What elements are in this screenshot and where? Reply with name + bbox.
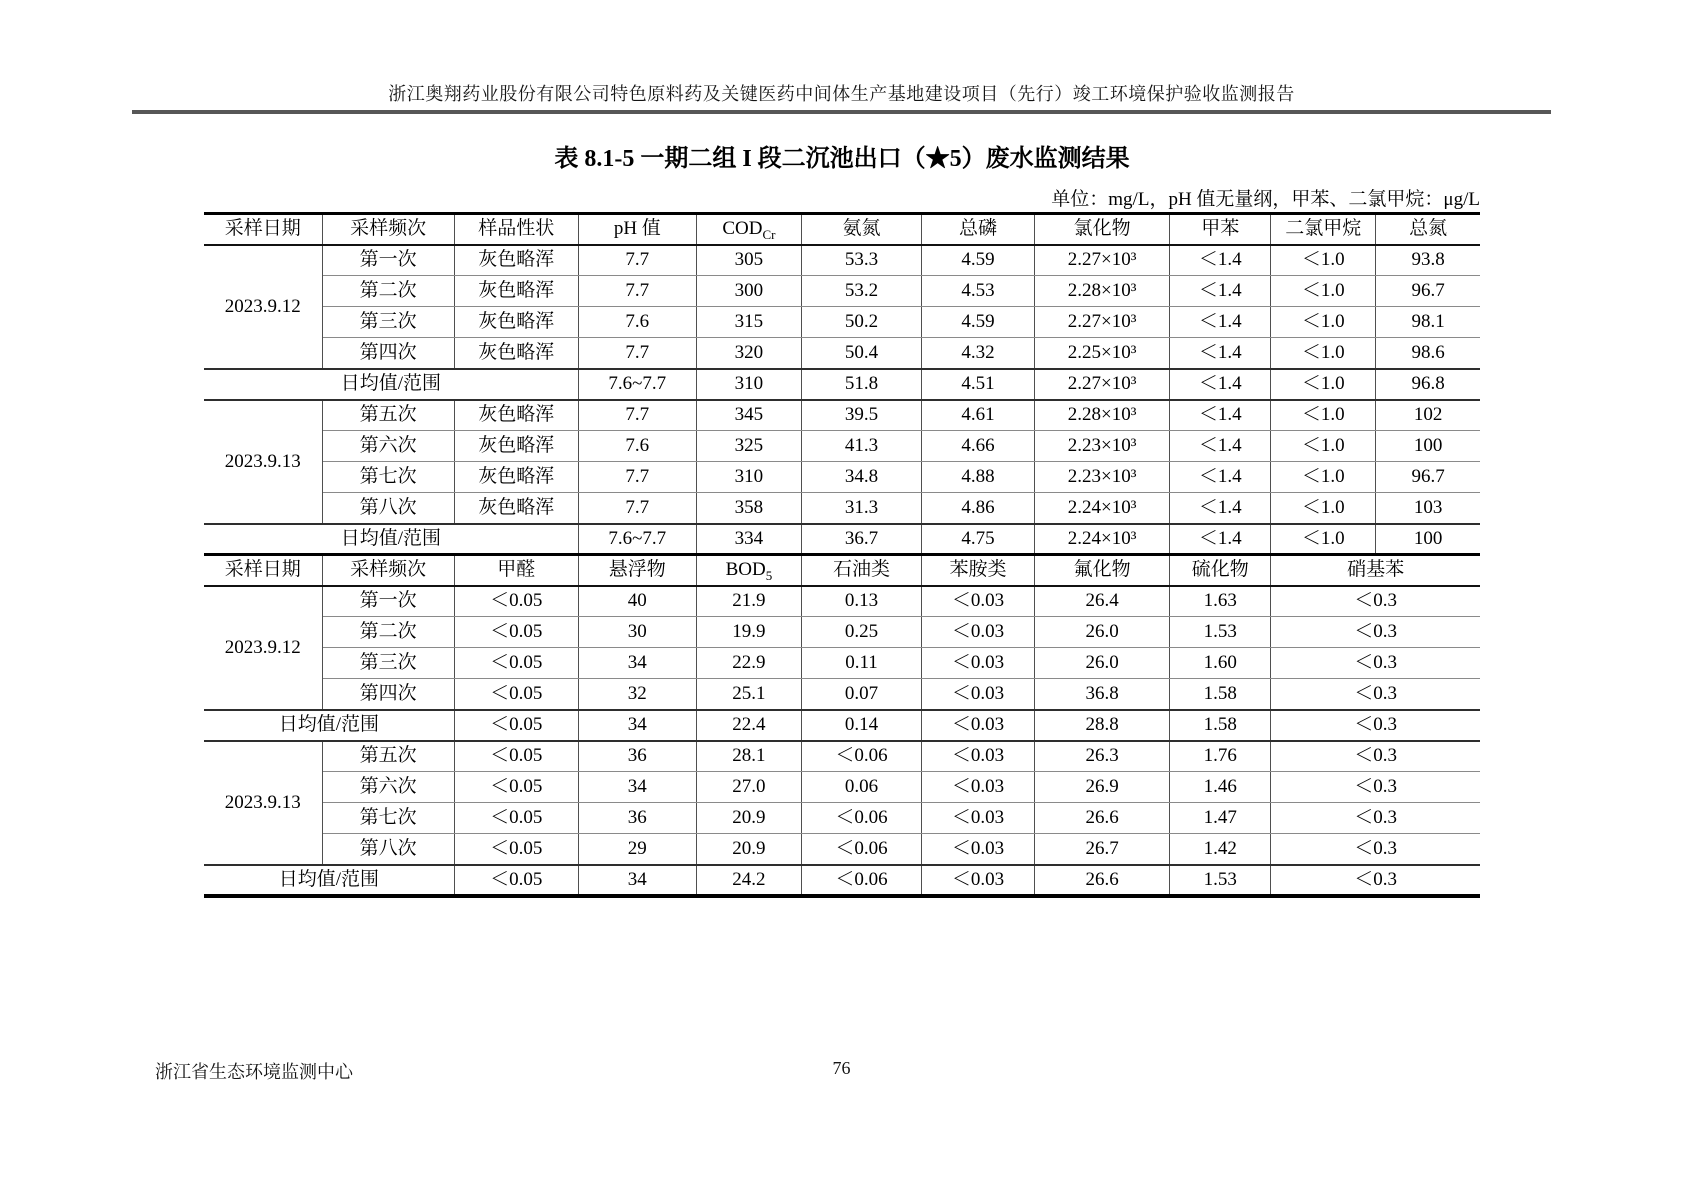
data-cell: 0.13 [801, 586, 921, 617]
data-cell: 26.6 [1035, 803, 1170, 834]
data-cell: ＜1.0 [1271, 431, 1376, 462]
data-cell: 2.23×10³ [1035, 431, 1170, 462]
column-header: 总氮 [1376, 214, 1480, 245]
header-row [204, 214, 1480, 245]
table-row [204, 679, 1480, 710]
data-cell: 1.76 [1170, 741, 1271, 772]
data-cell: 345 [696, 400, 801, 431]
unit-note: 单位：mg/L，pH 值无量纲，甲苯、二氯甲烷：μg/L [1051, 189, 1480, 210]
avg-label-cell: 日均值/范围 [204, 524, 578, 555]
data-cell: 2.28×10³ [1035, 276, 1170, 307]
data-cell: ＜0.03 [922, 648, 1035, 679]
data-cell: 灰色略浑 [454, 307, 578, 338]
data-cell: ＜1.4 [1170, 431, 1271, 462]
data-cell: 1.53 [1170, 617, 1271, 648]
data-cell: ＜1.0 [1271, 307, 1376, 338]
data-cell: 2.25×10³ [1035, 338, 1170, 369]
column-header: 氯化物 [1035, 214, 1170, 245]
data-cell: 4.88 [922, 462, 1035, 493]
avg-value-cell: ＜0.3 [1271, 710, 1480, 741]
data-cell: 41.3 [801, 431, 921, 462]
column-header: $COD_{Cr}$ [696, 214, 801, 245]
column-header: 采样频次 [322, 555, 454, 586]
column-header: 样品性状 [454, 214, 578, 245]
data-cell: 7.7 [578, 245, 696, 276]
column-header: 硫化物 [1170, 555, 1271, 586]
data-cell: 103 [1376, 493, 1480, 524]
avg-label-cell: 日均值/范围 [204, 369, 578, 400]
data-cell: ＜0.3 [1271, 586, 1480, 617]
sample-date-cell: 2023.9.13 [204, 400, 322, 524]
data-cell: 0.25 [801, 617, 921, 648]
avg-value-cell: 0.14 [801, 710, 921, 741]
data-cell: 98.6 [1376, 338, 1480, 369]
data-cell: 第七次 [322, 803, 454, 834]
column-header: 苯胺类 [922, 555, 1035, 586]
table-row [204, 245, 1480, 276]
data-cell: 93.8 [1376, 245, 1480, 276]
data-cell: 34.8 [801, 462, 921, 493]
table-row [204, 462, 1480, 493]
data-cell: 36 [578, 803, 696, 834]
data-cell: ＜1.0 [1271, 245, 1376, 276]
data-cell: 第五次 [322, 741, 454, 772]
data-cell: ＜1.4 [1170, 307, 1271, 338]
avg-value-cell: 2.27×10³ [1035, 369, 1170, 400]
data-cell: ＜1.0 [1271, 400, 1376, 431]
avg-value-cell: ＜0.03 [922, 865, 1035, 896]
table-row [204, 586, 1480, 617]
data-cell: 31.3 [801, 493, 921, 524]
data-cell: 0.07 [801, 679, 921, 710]
data-cell: ＜0.03 [922, 803, 1035, 834]
data-cell: ＜0.05 [454, 772, 578, 803]
data-cell: 102 [1376, 400, 1480, 431]
data-cell: ＜0.05 [454, 741, 578, 772]
data-cell: 1.47 [1170, 803, 1271, 834]
column-header: 石油类 [801, 555, 921, 586]
data-cell: 300 [696, 276, 801, 307]
data-cell: 4.66 [922, 431, 1035, 462]
data-cell: ＜0.06 [801, 834, 921, 865]
table-row [204, 493, 1480, 524]
data-cell: ＜0.03 [922, 617, 1035, 648]
data-cell: 1.63 [1170, 586, 1271, 617]
data-cell: ＜0.03 [922, 586, 1035, 617]
data-cell: ＜1.4 [1170, 493, 1271, 524]
data-cell: ＜0.05 [454, 648, 578, 679]
data-cell: 305 [696, 245, 801, 276]
data-cell: 358 [696, 493, 801, 524]
avg-value-cell: 7.6~7.7 [578, 369, 696, 400]
daily-average-row [204, 865, 1480, 896]
data-cell: 7.7 [578, 338, 696, 369]
table-row [204, 276, 1480, 307]
data-cell: ＜0.03 [922, 834, 1035, 865]
data-cell: 98.1 [1376, 307, 1480, 338]
data-cell: ＜0.3 [1271, 741, 1480, 772]
column-header: 甲苯 [1170, 214, 1271, 245]
data-cell: 26.7 [1035, 834, 1170, 865]
avg-value-cell: 36.7 [801, 524, 921, 555]
avg-value-cell: ＜1.4 [1170, 369, 1271, 400]
data-cell: 325 [696, 431, 801, 462]
data-cell: 第四次 [322, 679, 454, 710]
document-header-title: 浙江奥翔药业股份有限公司特色原料药及关键医药中间体生产基地建设项目（先行）竣工环境保护验收监测报告 [388, 84, 1295, 104]
data-cell: 2.23×10³ [1035, 462, 1170, 493]
data-cell: 53.3 [801, 245, 921, 276]
column-header: 甲醛 [454, 555, 578, 586]
avg-value-cell: 2.24×10³ [1035, 524, 1170, 555]
data-cell: 灰色略浑 [454, 493, 578, 524]
table-row [204, 772, 1480, 803]
data-cell: 32 [578, 679, 696, 710]
data-cell: 7.7 [578, 400, 696, 431]
data-cell: 第五次 [322, 400, 454, 431]
data-cell: 50.4 [801, 338, 921, 369]
data-cell: 26.9 [1035, 772, 1170, 803]
data-cell: 19.9 [696, 617, 801, 648]
data-cell: ＜0.3 [1271, 679, 1480, 710]
column-header: 二氯甲烷 [1271, 214, 1376, 245]
data-cell: ＜1.0 [1271, 276, 1376, 307]
avg-value-cell: 7.6~7.7 [578, 524, 696, 555]
data-cell: 2.27×10³ [1035, 245, 1170, 276]
avg-value-cell: ＜0.05 [454, 710, 578, 741]
data-cell: ＜1.0 [1271, 338, 1376, 369]
data-cell: 1.42 [1170, 834, 1271, 865]
data-cell: 第七次 [322, 462, 454, 493]
data-cell: 2.27×10³ [1035, 307, 1170, 338]
data-cell: ＜0.3 [1271, 834, 1480, 865]
data-cell: ＜0.06 [801, 741, 921, 772]
data-cell: ＜1.4 [1170, 338, 1271, 369]
data-cell: 310 [696, 462, 801, 493]
column-header: 总磷 [922, 214, 1035, 245]
data-cell: 96.7 [1376, 462, 1480, 493]
table-row [204, 648, 1480, 679]
avg-value-cell: 26.6 [1035, 865, 1170, 896]
data-cell: 30 [578, 617, 696, 648]
data-cell: 26.4 [1035, 586, 1170, 617]
column-header: 采样频次 [322, 214, 454, 245]
data-cell: 4.59 [922, 307, 1035, 338]
data-cell: 21.9 [696, 586, 801, 617]
header-row [204, 555, 1480, 586]
data-cell: ＜0.03 [922, 679, 1035, 710]
avg-value-cell: ＜0.05 [454, 865, 578, 896]
avg-value-cell: 100 [1376, 524, 1480, 555]
data-cell: 27.0 [696, 772, 801, 803]
avg-value-cell: 22.4 [696, 710, 801, 741]
data-cell: 26.0 [1035, 648, 1170, 679]
daily-average-row [204, 710, 1480, 741]
data-cell: 20.9 [696, 834, 801, 865]
table-row [204, 400, 1480, 431]
data-cell: ＜0.3 [1271, 617, 1480, 648]
data-cell: 第四次 [322, 338, 454, 369]
data-cell: 第三次 [322, 648, 454, 679]
column-header: 氨氮 [801, 214, 921, 245]
data-cell: 灰色略浑 [454, 276, 578, 307]
avg-value-cell: ＜1.4 [1170, 524, 1271, 555]
data-cell: 50.2 [801, 307, 921, 338]
column-header: $BOD_5$ [696, 555, 801, 586]
data-cell: ＜0.05 [454, 617, 578, 648]
data-cell: 1.58 [1170, 679, 1271, 710]
avg-value-cell: 96.8 [1376, 369, 1480, 400]
data-cell: 第八次 [322, 834, 454, 865]
table-row [204, 338, 1480, 369]
data-cell: ＜1.4 [1170, 276, 1271, 307]
data-cell: 第六次 [322, 431, 454, 462]
daily-average-row [204, 369, 1480, 400]
data-cell: 36.8 [1035, 679, 1170, 710]
column-header: pH 值 [578, 214, 696, 245]
avg-value-cell: ＜1.0 [1271, 369, 1376, 400]
data-cell: 4.61 [922, 400, 1035, 431]
table-row [204, 307, 1480, 338]
avg-value-cell: 51.8 [801, 369, 921, 400]
avg-value-cell: 34 [578, 710, 696, 741]
data-cell: 320 [696, 338, 801, 369]
table-title: 表 8.1-5 一期二组 I 段二沉池出口（★5）废水监测结果 [554, 146, 1130, 172]
data-cell: 1.60 [1170, 648, 1271, 679]
data-cell: 26.3 [1035, 741, 1170, 772]
table-row [204, 834, 1480, 865]
data-cell: ＜0.3 [1271, 803, 1480, 834]
avg-value-cell: 28.8 [1035, 710, 1170, 741]
sample-date-cell: 2023.9.12 [204, 245, 322, 369]
avg-value-cell: 4.51 [922, 369, 1035, 400]
data-cell: 第三次 [322, 307, 454, 338]
data-cell: 29 [578, 834, 696, 865]
data-cell: 39.5 [801, 400, 921, 431]
data-cell: 4.86 [922, 493, 1035, 524]
data-cell: 0.06 [801, 772, 921, 803]
data-cell: 100 [1376, 431, 1480, 462]
table-row [204, 741, 1480, 772]
data-cell: 20.9 [696, 803, 801, 834]
data-cell: 7.7 [578, 276, 696, 307]
data-cell: 灰色略浑 [454, 431, 578, 462]
data-cell: 7.7 [578, 462, 696, 493]
data-cell: 53.2 [801, 276, 921, 307]
avg-label-cell: 日均值/范围 [204, 710, 454, 741]
data-cell: 0.11 [801, 648, 921, 679]
daily-average-row [204, 524, 1480, 555]
data-cell: 灰色略浑 [454, 245, 578, 276]
data-cell: ＜0.03 [922, 772, 1035, 803]
sample-date-cell: 2023.9.13 [204, 741, 322, 865]
data-cell: 7.7 [578, 493, 696, 524]
data-cell: 4.53 [922, 276, 1035, 307]
data-cell: ＜1.4 [1170, 400, 1271, 431]
avg-value-cell: 34 [578, 865, 696, 896]
data-cell: 7.6 [578, 431, 696, 462]
data-cell: 第一次 [322, 245, 454, 276]
data-cell: 灰色略浑 [454, 462, 578, 493]
column-header: 采样日期 [204, 214, 322, 245]
data-cell: 4.32 [922, 338, 1035, 369]
page-number: 76 [832, 1058, 851, 1078]
data-cell: 第六次 [322, 772, 454, 803]
data-cell: ＜1.0 [1271, 462, 1376, 493]
data-cell: 25.1 [696, 679, 801, 710]
data-cell: ＜0.06 [801, 803, 921, 834]
header-divider [132, 110, 1551, 114]
data-cell: 1.46 [1170, 772, 1271, 803]
avg-value-cell: 334 [696, 524, 801, 555]
footer-organization: 浙江省生态环境监测中心 [155, 1062, 353, 1082]
table-row [204, 617, 1480, 648]
data-cell: ＜0.03 [922, 741, 1035, 772]
avg-value-cell: 24.2 [696, 865, 801, 896]
data-cell: ＜0.05 [454, 586, 578, 617]
avg-value-cell: 1.58 [1170, 710, 1271, 741]
avg-value-cell: ＜0.03 [922, 710, 1035, 741]
data-cell: 4.59 [922, 245, 1035, 276]
data-cell: ＜0.3 [1271, 648, 1480, 679]
data-cell: 2.28×10³ [1035, 400, 1170, 431]
data-cell: 第二次 [322, 617, 454, 648]
column-header: 采样日期 [204, 555, 322, 586]
data-cell: 7.6 [578, 307, 696, 338]
data-cell: ＜0.05 [454, 834, 578, 865]
data-cell: 第八次 [322, 493, 454, 524]
data-cell: 22.9 [696, 648, 801, 679]
data-cell: ＜1.4 [1170, 245, 1271, 276]
data-cell: 第一次 [322, 586, 454, 617]
avg-value-cell: 4.75 [922, 524, 1035, 555]
avg-value-cell: 1.53 [1170, 865, 1271, 896]
data-cell: 灰色略浑 [454, 400, 578, 431]
data-cell: 315 [696, 307, 801, 338]
data-cell: 40 [578, 586, 696, 617]
data-cell: ＜0.05 [454, 803, 578, 834]
monitoring-table [204, 212, 1480, 898]
column-header: 氟化物 [1035, 555, 1170, 586]
avg-label-cell: 日均值/范围 [204, 865, 454, 896]
column-header: 硝基苯 [1271, 555, 1480, 586]
column-header: 悬浮物 [578, 555, 696, 586]
avg-value-cell: ＜1.0 [1271, 524, 1376, 555]
data-cell: 灰色略浑 [454, 338, 578, 369]
data-cell: 2.24×10³ [1035, 493, 1170, 524]
data-cell: 26.0 [1035, 617, 1170, 648]
data-cell: 28.1 [696, 741, 801, 772]
table-row [204, 803, 1480, 834]
table-row [204, 431, 1480, 462]
avg-value-cell: 310 [696, 369, 801, 400]
data-cell: 34 [578, 772, 696, 803]
avg-value-cell: ＜0.06 [801, 865, 921, 896]
data-cell: ＜0.05 [454, 679, 578, 710]
data-cell: ＜1.4 [1170, 462, 1271, 493]
data-cell: 96.7 [1376, 276, 1480, 307]
data-cell: 36 [578, 741, 696, 772]
data-cell: 第二次 [322, 276, 454, 307]
data-cell: 34 [578, 648, 696, 679]
sample-date-cell: 2023.9.12 [204, 586, 322, 710]
avg-value-cell: ＜0.3 [1271, 865, 1480, 896]
data-cell: ＜0.3 [1271, 772, 1480, 803]
data-cell: ＜1.0 [1271, 493, 1376, 524]
